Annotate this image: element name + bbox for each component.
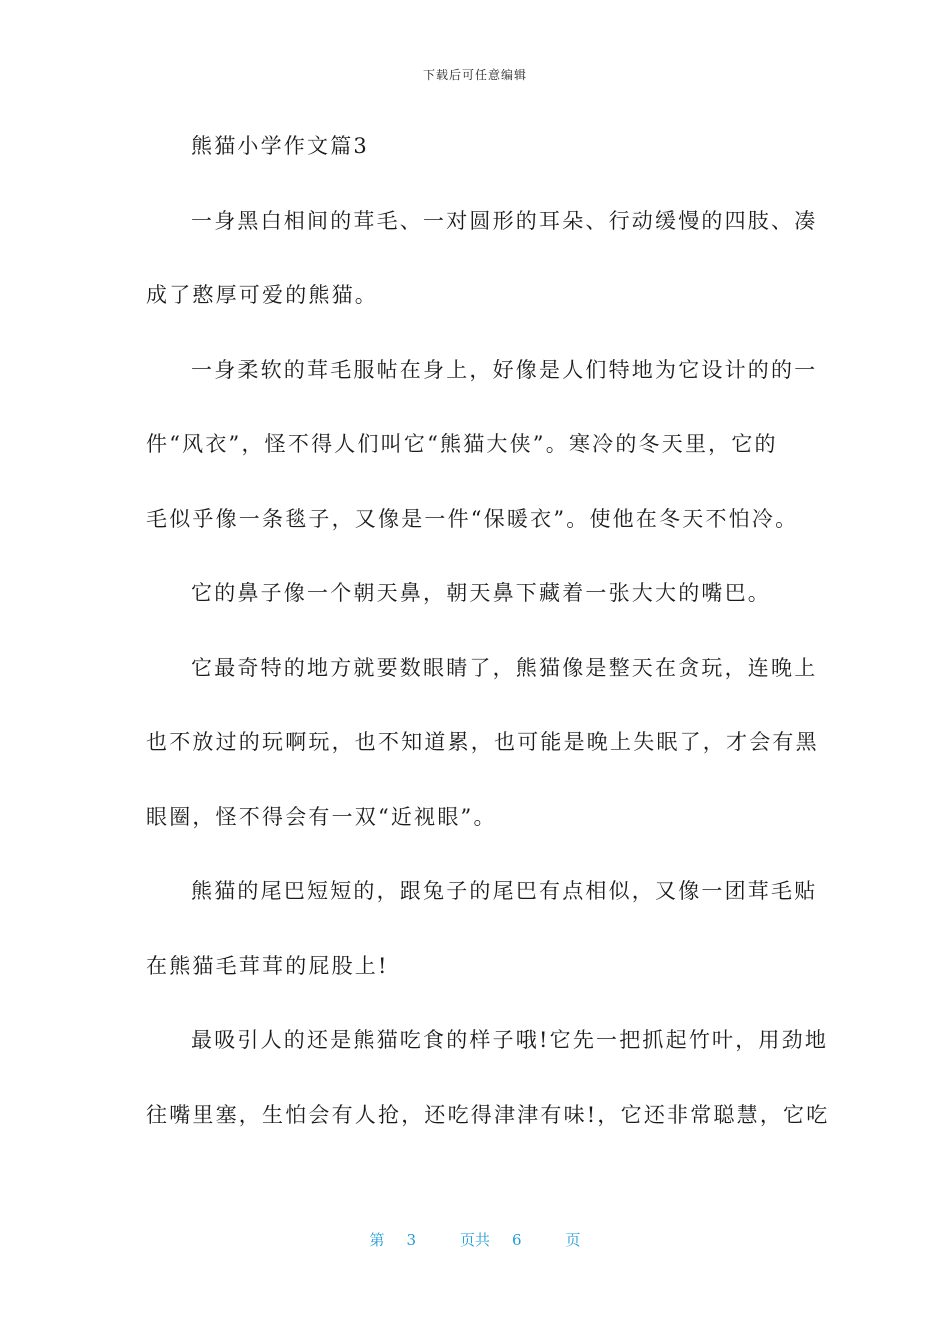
footer-middle: 页共 <box>459 1231 490 1249</box>
text-line: 熊猫的尾巴短短的，跟兔子的尾巴有点相似，又像一团茸毛贴 <box>191 879 818 903</box>
text-line: 一身黑白相间的茸毛、一对圆形的耳朵、行动缓慢的四肢、凑 <box>191 208 818 233</box>
page-footer <box>0 1229 950 1250</box>
footer-total-pages: 6 <box>512 1231 522 1249</box>
text-line: 最吸引人的还是熊猫吃食的样子哦!它先一把抓起竹叶，用劲地 <box>191 1028 829 1052</box>
document-body <box>146 128 830 1171</box>
paragraph-lines <box>146 203 830 1172</box>
footer-page-number: 3 <box>406 1231 416 1249</box>
text-line: 成了憨厚可爱的熊猫。 <box>146 283 378 307</box>
text-line: 在熊猫毛茸茸的屁股上! <box>146 953 389 978</box>
header-note: 下载后可任意编辑 <box>422 68 527 82</box>
text-line: 也不放过的玩啊玩，也不知道累，也可能是晚上失眠了，才会有黑 <box>146 730 819 754</box>
document-title: 熊猫小学作文篇3 <box>191 134 369 158</box>
text-line: 毛似乎像一条毯子，又像是一件“保暖衣”。使他在冬天不怕冷。 <box>146 506 799 531</box>
text-line: 眼圈，怪不得会有一双“近视眼”。 <box>146 804 497 829</box>
text-line: 往嘴里塞，生怕会有人抢，还吃得津津有味!，它还非常聪慧，它吃 <box>146 1102 830 1127</box>
text-line: 件“风衣”，怪不得人们叫它“熊猫大侠”。寒冷的冬天里，它的 <box>146 432 778 456</box>
text-line: 它的鼻子像一个朝天鼻，朝天鼻下藏着一张大大的嘴巴。 <box>191 581 771 605</box>
footer-suffix: 页 <box>565 1231 581 1249</box>
text-line: 一身柔软的茸毛服帖在身上，好像是人们特地为它设计的的一 <box>191 357 818 382</box>
footer-prefix: 第 <box>369 1231 385 1249</box>
text-line: 它最奇特的地方就要数眼睛了，熊猫像是整天在贪玩，连晚上 <box>191 655 818 680</box>
